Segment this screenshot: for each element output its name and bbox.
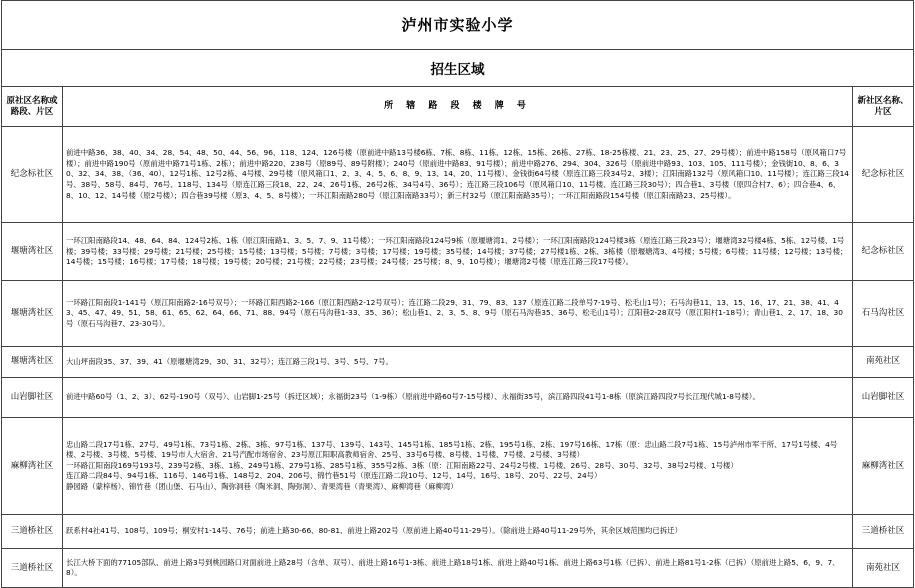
old-community-cell: 三道桥社区: [2, 549, 63, 588]
new-community-cell: 南苑社区: [853, 347, 914, 377]
streets-line: 前进中路36、38、40、34、28、54、48、50、44、56、96、118、124、126号楼（原前进中路13号楼6栋、7栋、8栋、11栋、12栋、15栋、26栋、27栋、18-25栋楼、21、23、25、27、29号楼）；前进中路158号（原风箱口7号楼）；前进中路190号（原前进中路71号1栋、2栋）；前进中路220、238号（原89号、89号附楼）；240号（原前进中路83、91号楼）；前进中路276、294、304、326号（原前进中路93、103、105、111号楼）；金钱街10、8、6、30、32、34、38、（36、40）、12号1栋、12号2栋、4号楼、29号楼（原风箱口1、2、3、4、5、6、8、9、13、14、20、11号楼）、金钱街64号楼（原连江路三段34号2、3楼）；江阳南路132号（原风箱口10、11号楼）；连江路三段14号、38号、58号、84号、76号、118号、134号（原连江路三段18、22、24、26号1栋、26号2栋、34号4号、36号）；连江路三段106号（原风箱口10、11号楼、连江路三段30号）；四合巷1、3号楼（原四合村7、6）；四合巷4、6、8、10、12、14号楼（原2号楼）；四合巷39号楼（原3、4、5、8号楼）；一环江阳南路280号（原江阳南路33号）；新三村32号（原江阳南路35号）；一环江阳南路段154号楼（原江阳南路23、25号楼）。: [66, 148, 850, 200]
streets-line: 一环江阳南路段14、48、64、84、124号2栋、1栋（原江阳南路1、3、5、7、9、11号楼）；一环江阳南路段124号9栋（原堰塘湾1、2号楼）；一环江阳南路段124号楼3栋（原连江路三段23号）；堰塘湾32号楼4栋、5栋、12号楼、1号楼；39号楼；33号楼；29号楼；21号楼；25号楼；15号楼；13号楼；5号楼；7号楼；3号楼；17号楼；19号楼；35号楼；14号楼；37号楼；27号楼1栋、2栋、3栋楼（原堰塘湾3、4号楼；5号楼；6号楼；11号楼；12号楼；13号楼；14号楼；15号楼；16号楼；17号楼；18号楼；19号楼；20号楼；21号楼；22号楼；23号楼；24号楼；25号楼；8、9、10号楼）；堰塘湾2号楼（原连江路三段17号楼）。: [66, 235, 848, 267]
streets-line: 长江大桥下面的77105部队、前进上路3号到桃园路口对面前进上路28号（含单、双号）、前进上路16号1-3栋、前进上路18号1栋、前进上路40号1栋、前进上路63号1栋（已拆）、前进上路81号1-2栋（已拆）（原前进上路5、6、9、7、8）。: [66, 557, 840, 578]
streets-cell: [63, 223, 853, 281]
streets-line: 连江路二段84号、94号1栋、116号、146号1栋、148号2、204、206号、锦竹巷51号（原连江路二段10号、12号、14号、16号、18号、20号、22号、24号）: [66, 471, 602, 481]
new-community-cell: 南苑社区: [853, 549, 914, 588]
new-community-cell: 石马沟社区: [853, 281, 914, 347]
streets-cell: [63, 126, 853, 222]
streets-line: 静园路（蒙梓杨）、锦竹巷（团山堡、石马山）、陶弥洞巷（陶米洞、陶弥洞）、青果湾巷（青果湾）、麻柳湾巷（麻柳湾）: [66, 481, 458, 491]
section-subtitle: 招生区域: [2, 49, 914, 87]
table-row: [2, 347, 914, 377]
old-community-cell: 三道桥社区: [2, 514, 63, 549]
new-community-cell: 三道桥社区: [853, 514, 914, 549]
old-community-cell: 堰塘湾社区: [2, 347, 63, 377]
streets-cell: [63, 514, 853, 549]
old-community-cell: 纪念标社区: [2, 126, 63, 222]
streets-line: 大山坪南段35、37、39、41（原堰塘湾29、30、31、32号）；连江路三段1号、3号、5号、7号。: [66, 356, 393, 366]
streets-line: 前进中路60号（1、2、3）、62号-190号（双号）、山岩脚1-25号（拆迁区域）；永福街23号（1-9栋）（原前进中路60号7-15号楼）、永福街35号，滨江路四段41号1-8栋（原滨江路四段7号长江现代城1-8号楼）。: [66, 392, 760, 402]
table-row: [2, 223, 914, 281]
new-community-cell: 纪念标社区: [853, 126, 914, 222]
streets-line: 跃系村4社41号、108号、109号；桐安村1-14号、76号；前进上路30-66、80-81、前进上路202号（原前进上路40号11-29号）。（除前进上路40号11-29号外，其余区域范围均已拆迁）: [66, 526, 682, 536]
header-streets: 所 辖 路 段 楼 牌 号: [63, 87, 853, 127]
streets-cell: [63, 549, 853, 588]
table-row: [2, 549, 914, 588]
header-new-community: 新社区名称、片区: [853, 87, 914, 127]
streets-line: 忠山路二段17号1栋、27号、49号1栋、73号1栋、2栋、3栋、97号1栋、137号、139号、143号、145号1栋、185号1栋、2栋、195号1栋、2栋、197号16栋、17栋（原：忠山路二段7号1栋、15号泸州市军干所、17号1号楼、4号楼、2号楼、3号楼、5号楼、19号市人大宿舍、21号汽配市场宿舍、23号原江阳职高教师宿舍、25号、33号6号楼、8号楼、1号楼、7号楼、2号楼、3号楼）: [66, 439, 838, 460]
enrollment-table: [1, 0, 914, 588]
new-community-cell: 纪念标社区: [853, 223, 914, 281]
school-title: 泸州市实验小学: [2, 1, 914, 50]
table-row: [2, 377, 914, 418]
header-old-community: 原社区名称或路段、片区: [2, 87, 63, 127]
old-community-cell: 堰塘湾社区: [2, 281, 63, 347]
streets-cell: [63, 347, 853, 377]
table-row: [2, 281, 914, 347]
table-row: [2, 126, 914, 222]
header-row: [2, 87, 914, 127]
old-community-cell: 山岩脚社区: [2, 377, 63, 418]
streets-cell: [63, 418, 853, 514]
old-community-cell: 麻柳湾社区: [2, 418, 63, 514]
subtitle-row: [2, 49, 914, 87]
new-community-cell: 山岩脚社区: [853, 377, 914, 418]
streets-line: 一环路江阳南段169号193号、239号2栋、3栋、1栋、249号1栋、279号1栋、285号1栋、355号2栋、3栋（原：江阳南路22号、24号2号楼、1号楼、26号、28号、30号、32号、38号2号楼、1号楼）: [66, 460, 738, 470]
old-community-cell: 堰塘湾社区: [2, 223, 63, 281]
table-row: [2, 514, 914, 549]
streets-cell: [63, 281, 853, 347]
table-row: [2, 418, 914, 514]
streets-cell: [63, 377, 853, 418]
new-community-cell: 麻柳湾社区: [853, 418, 914, 514]
title-row: [2, 1, 914, 50]
streets-line: 一环路江阳南段1-141号（原江阳南路2-16号双号）；一环路江阳西路2-166（原江阳西路2-12号双号）；连江路二段29、31、79、83、137（原连江路二段单号7-19号、松毛山1号）；石马沟巷11、13、15、16、17、21、38、41、43、45、47、49、51、58、61、65、62、64、66、71、88、94号（原石马沟巷1-33、35、36）；松山巷1、2、3、5、8、9号（原石马沟巷35、36号、松毛山1号）；江阳巷2-28双号（原江阳村1-18号）；青山巷1、2、17、18、30号（原石马沟巷7、23-30号）。: [66, 297, 843, 329]
